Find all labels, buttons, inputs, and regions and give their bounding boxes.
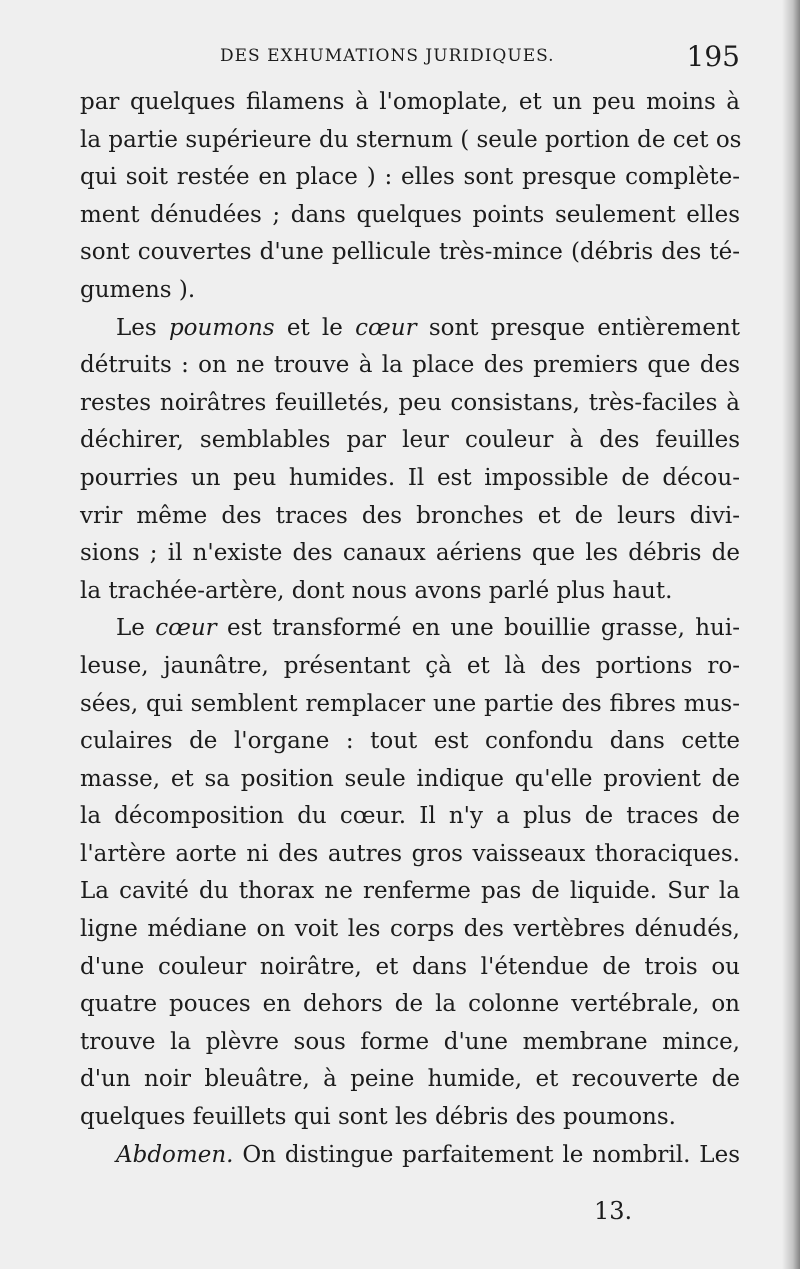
text-line: la partie supérieure du sternum ( seule portion de cet os [80,126,742,153]
text-line: sées, qui semblent remplacer une partie des fibres mus- [80,690,740,717]
text-run: et le [274,314,356,341]
text-line: restes noirâtres feuilletés, peu consistans, très-faciles à [80,389,740,416]
text-line: détruits : on ne trouve à la place des premiers que des [80,352,740,379]
text-line: sions ; il n'existe des canaux aériens que les débris de [80,540,740,567]
italic-heading-abdomen: Abdomen. [116,1141,234,1168]
running-title: DES EXHUMATIONS JURIDIQUES. [220,46,555,66]
page-number: 195 [686,40,740,73]
italic-term-poumons: poumons [168,314,275,341]
text-line: vrir même des traces des bronches et de leurs divi- [80,502,740,529]
text-run: Les [116,314,169,341]
text-line: La cavité du thorax ne renferme pas de liquide. Sur la [80,878,740,905]
running-head [80,40,740,80]
text-line: d'une couleur noirâtre, et dans l'étendue de trois ou [80,953,740,980]
text-run: Le [116,615,156,642]
text-line: pourries un peu humides. Il est impossible de décou- [80,464,740,491]
text-line: gumens ). [80,276,196,303]
text-run: On distingue parfaitement le nombril. Les [233,1141,740,1168]
text-line: sont couvertes d'une pellicule très-mince (débris des té- [80,239,740,266]
text-line: quatre pouces en dehors de la colonne vertébrale, on [80,991,740,1018]
text-line: ment dénudées ; dans quelques points seulement elles [80,201,740,228]
text-line: l'artère aorte ni des autres gros vaisseaux thoraciques. [80,840,740,867]
text-line: quelques feuillets qui sont les débris des poumons. [80,1104,676,1131]
text-run: sont presque entièrement [416,314,740,341]
text-line: la trachée-artère, dont nous avons parlé plus haut. [80,577,673,604]
text-line: culaires de l'organe : tout est confondu dans cette [80,728,740,755]
text-line: la décomposition du cœur. Il n'y a plus de traces de [80,803,740,830]
italic-term-coeur: cœur [355,314,417,341]
text-line: d'un noir bleuâtre, à peine humide, et recouverte de [80,1066,740,1093]
text-line: leuse, jaunâtre, présentant çà et là des portions ro- [80,652,740,679]
text-line: masse, et sa position seule indique qu'elle provient de [80,765,740,792]
italic-term-coeur: cœur [155,615,217,642]
paragraph-lungs-heart-first-line [80,310,740,348]
text-line: trouve la plèvre sous forme d'une membrane mince, [80,1028,740,1055]
text-line: déchirer, semblables par leur couleur à des feuilles [80,427,740,454]
page-edge-shadow [782,0,800,1269]
text-line: qui soit restée en place ) : elles sont presque complète- [80,164,740,191]
text-run: est transformé en une bouillie grasse, hui- [216,615,740,642]
text-line: par quelques filamens à l'omoplate, et un peu moins à [80,89,740,115]
paragraph-heart-first-line [80,610,740,648]
signature-mark: 13. [594,1197,633,1225]
body-text [80,84,740,1174]
text-line: ligne médiane on voit les corps des vertèbres dénudés, [80,916,740,943]
paragraph-abdomen-first-line [80,1137,740,1175]
